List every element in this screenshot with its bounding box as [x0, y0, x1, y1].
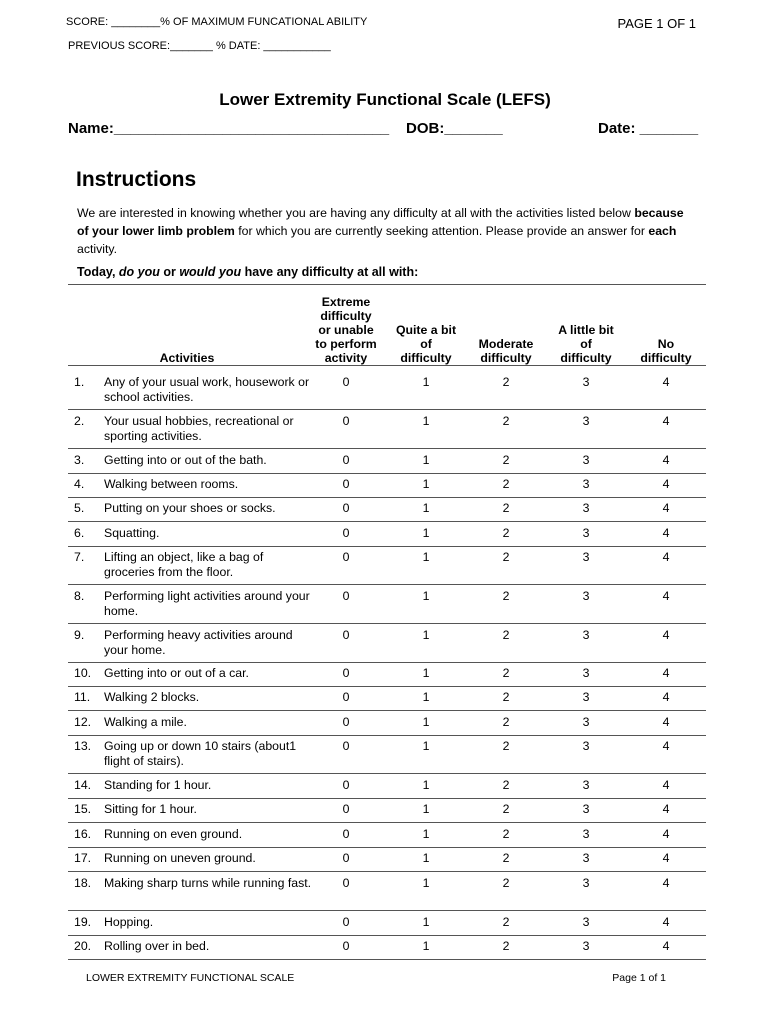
score-option-2[interactable]: 2 [502, 375, 510, 389]
row-divider [68, 822, 706, 823]
score-option-3[interactable]: 3 [582, 915, 590, 929]
score-option-4[interactable]: 4 [662, 414, 670, 428]
score-option-1[interactable]: 1 [422, 501, 430, 515]
row-number: 4. [74, 477, 85, 491]
score-option-0[interactable]: 0 [342, 827, 350, 841]
score-option-2[interactable]: 2 [502, 778, 510, 792]
score-option-4[interactable]: 4 [662, 690, 670, 704]
score-option-2[interactable]: 2 [502, 526, 510, 540]
question-prompt: Today, do you or would you have any difficulty at all with: [77, 265, 419, 279]
score-option-3[interactable]: 3 [582, 715, 590, 729]
activity-text: Walking between rooms. [104, 477, 239, 491]
score-option-0[interactable]: 0 [342, 802, 350, 816]
row-divider [68, 910, 706, 911]
score-option-3[interactable]: 3 [582, 939, 590, 953]
score-option-4[interactable]: 4 [662, 715, 670, 729]
score-option-4[interactable]: 4 [662, 666, 670, 680]
row-number: 5. [74, 501, 85, 515]
score-option-1[interactable]: 1 [422, 876, 430, 890]
row-number: 8. [74, 589, 85, 603]
score-option-0[interactable]: 0 [342, 915, 350, 929]
score-option-2[interactable]: 2 [502, 477, 510, 491]
score-option-0[interactable]: 0 [342, 589, 350, 603]
score-option-3[interactable]: 3 [582, 802, 590, 816]
activity-text: Running on even ground. [104, 827, 243, 841]
score-option-4[interactable]: 4 [662, 827, 670, 841]
row-divider [68, 935, 706, 936]
score-option-1[interactable]: 1 [422, 690, 430, 704]
row-divider [68, 847, 706, 848]
score-option-0[interactable]: 0 [342, 453, 350, 467]
score-option-4[interactable]: 4 [662, 739, 670, 753]
activity-text: Hopping. [104, 915, 154, 929]
instructions-heading: Instructions [76, 168, 197, 191]
name-field[interactable]: Name:_________________________________ [68, 120, 390, 137]
score-option-0[interactable]: 0 [342, 851, 350, 865]
row-divider [68, 473, 706, 474]
row-divider [68, 686, 706, 687]
row-number: 9. [74, 628, 85, 642]
score-option-0[interactable]: 0 [342, 939, 350, 953]
score-option-0[interactable]: 0 [342, 628, 350, 642]
row-number: 12. [74, 715, 92, 729]
score-option-0[interactable]: 0 [342, 778, 350, 792]
col-no-difficulty: No difficulty [640, 337, 692, 365]
row-divider [68, 584, 706, 585]
score-option-2[interactable]: 2 [502, 915, 510, 929]
col-moderate: Moderate difficulty [478, 337, 534, 365]
score-option-0[interactable]: 0 [342, 715, 350, 729]
score-option-4[interactable]: 4 [662, 477, 670, 491]
score-option-1[interactable]: 1 [422, 739, 430, 753]
score-option-4[interactable]: 4 [662, 453, 670, 467]
score-option-4[interactable]: 4 [662, 851, 670, 865]
previous-score-line: PREVIOUS SCORE:_______ % DATE: ___________ [68, 40, 331, 52]
score-option-4[interactable]: 4 [662, 915, 670, 929]
score-option-0[interactable]: 0 [342, 414, 350, 428]
score-option-4[interactable]: 4 [662, 876, 670, 890]
score-option-4[interactable]: 4 [662, 589, 670, 603]
row-divider [68, 710, 706, 711]
score-option-3[interactable]: 3 [582, 851, 590, 865]
score-option-1[interactable]: 1 [422, 628, 430, 642]
col-quite-a-bit: Quite a bit of difficulty [395, 323, 457, 365]
activity-text: Lifting an object, like a bag of groceries from the floor. [104, 550, 264, 579]
score-option-2[interactable]: 2 [502, 876, 510, 890]
row-number: 7. [74, 550, 85, 564]
score-option-1[interactable]: 1 [422, 477, 430, 491]
row-divider [68, 546, 706, 547]
score-option-3[interactable]: 3 [582, 690, 590, 704]
score-option-2[interactable]: 2 [502, 414, 510, 428]
score-option-2[interactable]: 2 [502, 501, 510, 515]
score-option-1[interactable]: 1 [422, 414, 430, 428]
row-divider [68, 662, 706, 663]
score-option-3[interactable]: 3 [582, 550, 590, 564]
activity-text: Performing heavy activities around your home. [104, 628, 293, 657]
activity-text: Getting into or out of a car. [104, 666, 249, 680]
score-option-3[interactable]: 3 [582, 375, 590, 389]
activity-text: Rolling over in bed. [104, 939, 210, 953]
score-option-3[interactable]: 3 [582, 827, 590, 841]
score-option-1[interactable]: 1 [422, 939, 430, 953]
row-number: 13. [74, 739, 92, 753]
row-divider [68, 871, 706, 872]
score-option-2[interactable]: 2 [502, 453, 510, 467]
activity-text: Any of your usual work, housework or school activities. [104, 375, 310, 404]
score-option-2[interactable]: 2 [502, 690, 510, 704]
score-option-4[interactable]: 4 [662, 526, 670, 540]
score-option-1[interactable]: 1 [422, 778, 430, 792]
form-title: Lower Extremity Functional Scale (LEFS) [219, 90, 551, 109]
header-bottom-rule [68, 365, 706, 366]
score-option-0[interactable]: 0 [342, 876, 350, 890]
activity-text: Getting into or out of the bath. [104, 453, 267, 467]
row-divider [68, 497, 706, 498]
score-option-3[interactable]: 3 [582, 453, 590, 467]
score-option-2[interactable]: 2 [502, 827, 510, 841]
score-option-1[interactable]: 1 [422, 589, 430, 603]
score-option-4[interactable]: 4 [662, 550, 670, 564]
table-top-rule [68, 284, 706, 285]
row-number: 16. [74, 827, 92, 841]
score-option-2[interactable]: 2 [502, 939, 510, 953]
score-option-4[interactable]: 4 [662, 939, 670, 953]
score-option-3[interactable]: 3 [582, 501, 590, 515]
score-option-3[interactable]: 3 [582, 666, 590, 680]
score-option-3[interactable]: 3 [582, 876, 590, 890]
row-divider [68, 735, 706, 736]
score-option-0[interactable]: 0 [342, 550, 350, 564]
score-option-4[interactable]: 4 [662, 628, 670, 642]
score-option-2[interactable]: 2 [502, 550, 510, 564]
score-option-0[interactable]: 0 [342, 501, 350, 515]
score-option-3[interactable]: 3 [582, 414, 590, 428]
activity-text: Making sharp turns while running fast. [104, 876, 312, 890]
row-divider [68, 623, 706, 624]
score-option-1[interactable]: 1 [422, 802, 430, 816]
instructions-text: We are interested in knowing whether you are having any difficulty at all with the activities listed below because of your lower limb problem for which you are currently seeking attention. Please provide an answer for each activity. [77, 206, 684, 256]
activity-text: Walking 2 blocks. [104, 690, 200, 704]
row-number: 18. [74, 876, 92, 890]
score-option-1[interactable]: 1 [422, 550, 430, 564]
score-option-4[interactable]: 4 [662, 501, 670, 515]
score-option-2[interactable]: 2 [502, 739, 510, 753]
score-option-0[interactable]: 0 [342, 666, 350, 680]
score-option-3[interactable]: 3 [582, 589, 590, 603]
activity-text: Walking a mile. [104, 715, 187, 729]
score-option-2[interactable]: 2 [502, 628, 510, 642]
score-option-1[interactable]: 1 [422, 915, 430, 929]
score-option-2[interactable]: 2 [502, 802, 510, 816]
row-number: 6. [74, 526, 85, 540]
score-option-2[interactable]: 2 [502, 715, 510, 729]
score-option-3[interactable]: 3 [582, 778, 590, 792]
score-option-0[interactable]: 0 [342, 739, 350, 753]
score-option-1[interactable]: 1 [422, 666, 430, 680]
activity-text: Putting on your shoes or socks. [104, 501, 276, 515]
row-number: 1. [74, 375, 85, 389]
row-number: 10. [74, 666, 92, 680]
score-option-0[interactable]: 0 [342, 477, 350, 491]
activity-text: Squatting. [104, 526, 160, 540]
row-divider [68, 521, 706, 522]
row-divider [68, 448, 706, 449]
activity-text: Sitting for 1 hour. [104, 802, 197, 816]
row-number: 15. [74, 802, 92, 816]
score-option-2[interactable]: 2 [502, 589, 510, 603]
score-option-0[interactable]: 0 [342, 375, 350, 389]
date-field[interactable]: Date: _______ [598, 120, 699, 137]
row-number: 17. [74, 851, 92, 865]
row-number: 2. [74, 414, 85, 428]
activity-text: Going up or down 10 stairs (about1 flight of stairs). [104, 739, 297, 768]
score-option-2[interactable]: 2 [502, 851, 510, 865]
score-option-0[interactable]: 0 [342, 690, 350, 704]
col-activities: Activities [159, 351, 215, 365]
score-option-4[interactable]: 4 [662, 375, 670, 389]
score-option-1[interactable]: 1 [422, 526, 430, 540]
score-option-1[interactable]: 1 [422, 453, 430, 467]
row-divider [68, 798, 706, 799]
row-divider [68, 409, 706, 410]
score-option-3[interactable]: 3 [582, 739, 590, 753]
row-number: 20. [74, 939, 92, 953]
score-option-1[interactable]: 1 [422, 851, 430, 865]
score-option-4[interactable]: 4 [662, 802, 670, 816]
activity-text: Running on uneven ground. [104, 851, 256, 865]
score-option-1[interactable]: 1 [422, 715, 430, 729]
score-option-4[interactable]: 4 [662, 778, 670, 792]
col-little: A little bit of difficulty [558, 323, 614, 365]
score-option-1[interactable]: 1 [422, 827, 430, 841]
footer-title: LOWER EXTREMITY FUNCTIONAL SCALE [86, 972, 295, 984]
footer-page: Page 1 of 1 [612, 972, 666, 984]
row-number: 3. [74, 453, 85, 467]
score-option-3[interactable]: 3 [582, 526, 590, 540]
score-line: SCORE: ________% OF MAXIMUM FUNCATIONAL ABILITY [66, 16, 368, 28]
score-option-1[interactable]: 1 [422, 375, 430, 389]
score-option-3[interactable]: 3 [582, 628, 590, 642]
score-option-3[interactable]: 3 [582, 477, 590, 491]
activity-text: Your usual hobbies, recreational or sporting activities. [104, 414, 294, 443]
activity-text: Standing for 1 hour. [104, 778, 212, 792]
score-option-2[interactable]: 2 [502, 666, 510, 680]
dob-field[interactable]: DOB:_______ [406, 120, 503, 137]
row-number: 11. [74, 690, 91, 704]
score-option-0[interactable]: 0 [342, 526, 350, 540]
row-divider [68, 959, 706, 960]
activity-text: Performing light activities around your home. [104, 589, 310, 618]
page-number: PAGE 1 OF 1 [617, 16, 696, 31]
col-extreme: Extreme difficulty or unable to perform activity [315, 295, 377, 365]
row-number: 19. [74, 915, 92, 929]
row-divider [68, 773, 706, 774]
row-number: 14. [74, 778, 92, 792]
